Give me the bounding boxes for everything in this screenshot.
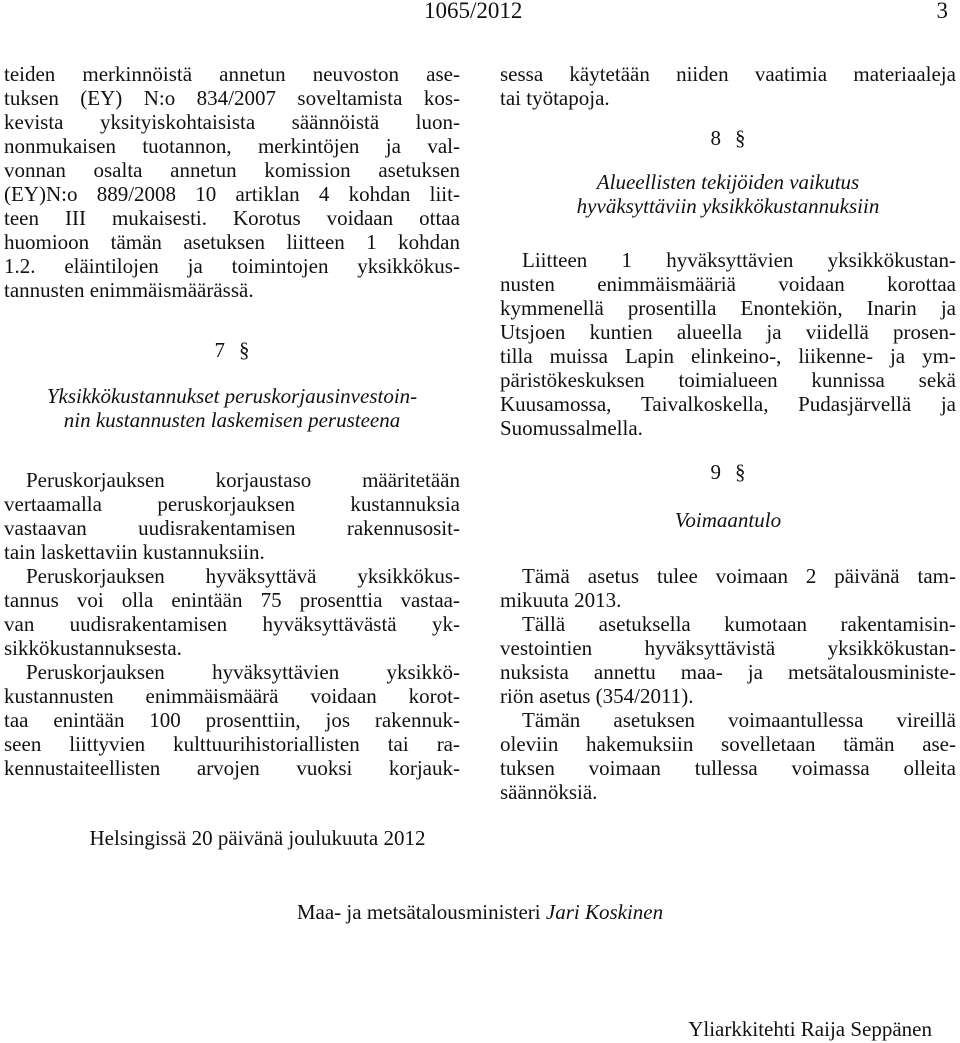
text-line: nuksista annettu maa- ja metsätalousministe- [500,660,956,684]
heading-line: nin kustannusten laskemisen perusteena [63,408,401,432]
text-line: kevista yksityiskohtaisista säännöistä luon- [4,110,460,134]
section-number: 7 [214,338,225,362]
text-line: 1.2. eläintilojen ja toimintojen yksikkökus- [4,254,460,278]
text-line: Tällä asetuksella kumotaan rakentamisin- [522,612,956,636]
text-line: nonmukaisen tuotannon, merkintöjen ja val- [4,134,460,158]
text-line: Liitteen 1 hyväksyttävien yksikkökustan- [522,248,956,272]
text-line: seen liittyvien kulttuurihistoriallisten tai ra- [4,732,460,756]
section-symbol: § [735,460,746,484]
text-line: taa enintään 100 prosenttiin, jos rakennuk- [4,708,460,732]
text-line: teen III mukaisesti. Korotus voidaan ottaa [4,206,460,230]
text-line: Suomussalmella. [500,416,643,440]
minister-name: Jari Koskinen [545,900,664,924]
section-9-paragraph-2 [500,612,956,708]
text-line: sikkökustannuksesta. [4,636,182,660]
text-line: vestointien hyväksyttävistä yksikkökustan- [500,636,956,660]
text-line: van uudisrakentamisen hyväksyttävästä yk- [4,612,460,636]
text-line: tai työtapoja. [500,86,610,110]
section-symbol: § [735,126,746,150]
section-9-paragraph-1 [500,564,956,612]
text-line: Peruskorjauksen hyväksyttävä yksikkökus- [26,564,460,588]
heading-line: Alueellisten tekijöiden vaikutus [596,170,860,194]
text-line: vertaamalla peruskorjauksen kustannuksia [4,492,460,516]
text-line: Tämä asetus tulee voimaan 2 päivänä tam- [522,564,956,588]
section-number: 9 [710,460,721,484]
text-line: sessa käytetään niiden vaatimia materiaaleja [500,62,956,86]
signature-place-date: Helsingissä 20 päivänä joulukuuta 2012 [89,826,426,850]
signature-minister [0,900,960,924]
section-7-title [4,338,460,362]
text-line: mikuuta 2013. [500,588,622,612]
section-7-paragraph-3 [4,660,460,780]
section-9-heading [500,508,956,532]
section-symbol: § [239,338,250,362]
text-line: teiden merkinnöistä annetun neuvoston ase- [4,62,460,86]
text-line: nusten enimmäismääriä voidaan korottaa [500,272,956,296]
text-line: tannusten enimmäismäärässä. [4,278,254,302]
text-line: tannus voi olla enintään 75 prosenttia vastaa- [4,588,460,612]
text-line: Peruskorjauksen hyväksyttävien yksikkö- [26,660,460,684]
text-line: kennustaiteellisten arvojen vuoksi korjauk- [4,756,460,780]
section-8-title [500,126,956,150]
text-line: huomioon tämän asetuksen liitteen 1 kohdan [4,230,460,254]
minister-title: Maa- ja metsätalousministeri [296,900,541,924]
section-7-heading [4,384,460,432]
intro-paragraph [4,62,460,302]
heading-line: Voimaantulo [674,508,782,532]
text-line: tain laskettaviin kustannuksiin. [4,540,265,564]
section-9-paragraph-3 [500,708,956,804]
text-line: tuksen (EY) N:o 834/2007 soveltamista kos- [4,86,460,110]
right-column [500,62,956,804]
text-line: päristökeskuksen toimialueen kunnissa sekä [500,368,956,392]
continued-paragraph [500,62,956,110]
heading-line: Yksikkökustannukset peruskorjausinvestoin- [46,384,418,408]
heading-line: hyväksyttäviin yksikkökustannuksiin [576,194,880,218]
section-8-paragraph-1 [500,248,956,440]
section-9-title [500,460,956,484]
text-line: Kuusamossa, Taivalkoskella, Pudasjärvellä ja [500,392,956,416]
text-line: tilla muissa Lapin elinkeino-, liikenne- ja ym- [500,344,956,368]
text-line: kustannusten enimmäismäärä voidaan korot- [4,684,460,708]
document-number: 1065/2012 [424,0,523,23]
section-8-heading [500,170,956,218]
section-number: 8 [710,126,721,150]
text-line: vonnan osalta annetun komission asetuksen [4,158,460,182]
text-line: Peruskorjauksen korjaustaso määritetään [26,468,460,492]
text-line: vastaavan uudisrakentamisen rakennusosit- [4,516,460,540]
text-line: säännöksiä. [500,780,598,804]
text-line: oleviin hakemuksiin sovelletaan tämän ase- [500,732,956,756]
section-7-paragraph-1 [4,468,460,564]
left-column [4,62,460,780]
text-line: (EY)N:o 889/2008 10 artiklan 4 kohdan liit- [4,182,460,206]
page-number: 3 [936,0,948,23]
text-line: Utsjoen kuntien alueella ja viidellä prosen- [500,320,956,344]
text-line: Tämän asetuksen voimaantullessa vireillä [522,708,956,732]
signature-clerk: Yliarkkitehti Raija Seppänen [688,1017,932,1041]
text-line: tuksen voimaan tullessa voimassa olleita [500,756,956,780]
text-line: riön asetus (354/2011). [500,684,694,708]
section-7-paragraph-2 [4,564,460,660]
text-line: kymmenellä prosentilla Enontekiön, Inarin ja [500,296,956,320]
